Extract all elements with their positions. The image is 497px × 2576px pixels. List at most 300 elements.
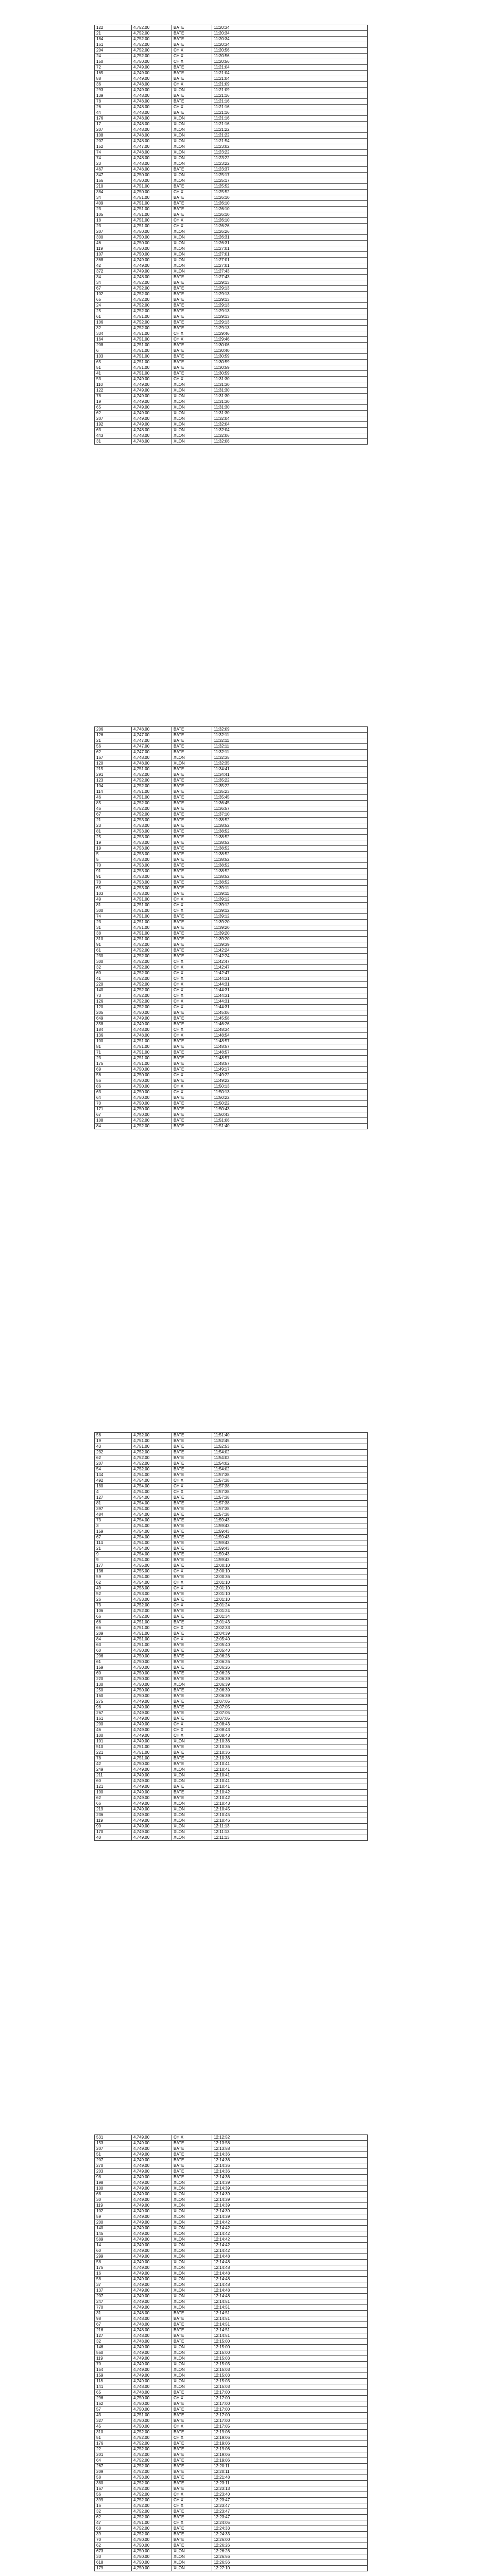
time-cell: 11:39:12 bbox=[212, 903, 368, 908]
time-cell: 11:29:13 bbox=[212, 314, 368, 320]
volume-cell: 14 bbox=[95, 2243, 132, 2248]
time-cell: 12:10:46 bbox=[212, 1818, 368, 1824]
volume-cell: 24 bbox=[95, 303, 132, 309]
price-cell: 4,749.00 bbox=[132, 1812, 172, 1818]
volume-cell: 216 bbox=[95, 2328, 132, 2333]
venue-cell: CHIX bbox=[172, 82, 212, 88]
time-cell: 12:17:00 bbox=[212, 2407, 368, 2413]
volume-cell: 37 bbox=[95, 2282, 132, 2288]
time-cell: 12:05:40 bbox=[212, 1648, 368, 1654]
time-cell: 12:14:36 bbox=[212, 2158, 368, 2163]
time-cell: 11:26:10 bbox=[212, 218, 368, 224]
time-cell: 12:20:11 bbox=[212, 2469, 368, 2475]
venue-cell: XLON bbox=[172, 2237, 212, 2243]
volume-cell: 25 bbox=[95, 835, 132, 840]
venue-cell: BATE bbox=[172, 1450, 212, 1455]
volume-cell: 176 bbox=[95, 2441, 132, 2447]
table-row bbox=[95, 1682, 368, 1688]
volume-cell: 126 bbox=[95, 733, 132, 738]
table-row bbox=[95, 2532, 368, 2537]
volume-cell: 165 bbox=[95, 71, 132, 76]
volume-cell: 207 bbox=[95, 416, 132, 422]
table-row bbox=[95, 2288, 368, 2294]
volume-cell: 63 bbox=[95, 1642, 132, 1648]
time-cell: 11:21:16 bbox=[212, 110, 368, 116]
price-cell: 4,748.00 bbox=[132, 161, 172, 167]
table-row bbox=[95, 2277, 368, 2282]
time-cell: 11:46:26 bbox=[212, 1022, 368, 1027]
time-cell: 11:59:43 bbox=[212, 1540, 368, 1546]
venue-cell: XLON bbox=[172, 2209, 212, 2214]
price-cell: 4,749.00 bbox=[132, 1722, 172, 1727]
venue-cell: BATE bbox=[172, 71, 212, 76]
venue-cell: BATE bbox=[172, 744, 212, 750]
price-cell: 4,752.00 bbox=[132, 1467, 172, 1472]
venue-cell: BATE bbox=[172, 1659, 212, 1665]
venue-cell: BATE bbox=[172, 1614, 212, 1620]
venue-cell: XLON bbox=[172, 1807, 212, 1812]
venue-cell: CHIX bbox=[172, 1586, 212, 1591]
venue-cell: BATE bbox=[172, 37, 212, 42]
table-row bbox=[95, 1637, 368, 1642]
table-row bbox=[95, 365, 368, 371]
volume-cell: 52 bbox=[95, 1591, 132, 1597]
volume-cell: 78 bbox=[95, 394, 132, 399]
volume-cell: 291 bbox=[95, 772, 132, 778]
volume-cell: 19 bbox=[95, 399, 132, 405]
table-row bbox=[95, 303, 368, 309]
table-row bbox=[95, 1693, 368, 1699]
time-cell: 11:39:20 bbox=[212, 925, 368, 931]
table-row bbox=[95, 2560, 368, 2566]
time-cell: 12:19:06 bbox=[212, 2441, 368, 2447]
volume-cell: 673 bbox=[95, 2549, 132, 2554]
table-row bbox=[95, 2243, 368, 2248]
venue-cell: XLON bbox=[172, 1682, 212, 1688]
venue-cell: CHIX bbox=[172, 1484, 212, 1489]
volume-cell: 205 bbox=[95, 1010, 132, 1016]
time-cell: 12:00:10 bbox=[212, 1563, 368, 1569]
venue-cell: BATE bbox=[172, 2458, 212, 2464]
volume-cell: 21 bbox=[95, 1546, 132, 1552]
time-cell: 11:42:47 bbox=[212, 959, 368, 965]
time-cell: 11:32:35 bbox=[212, 761, 368, 767]
table-row bbox=[95, 920, 368, 925]
price-cell: 4,751.00 bbox=[132, 1756, 172, 1761]
table-row bbox=[95, 2248, 368, 2254]
table-row bbox=[95, 42, 368, 48]
time-cell: 11:23:37 bbox=[212, 167, 368, 173]
table-row bbox=[95, 2322, 368, 2328]
price-cell: 4,752.00 bbox=[132, 25, 172, 31]
volume-cell: 38 bbox=[95, 931, 132, 937]
venue-cell: CHIX bbox=[172, 1733, 212, 1739]
price-cell: 4,749.00 bbox=[132, 2180, 172, 2186]
time-cell: 11:32:11 bbox=[212, 733, 368, 738]
volume-cell: 42 bbox=[95, 1761, 132, 1767]
price-cell: 4,750.00 bbox=[132, 1084, 172, 1090]
table-row bbox=[95, 2311, 368, 2316]
volume-cell: 62 bbox=[95, 2515, 132, 2520]
price-cell: 4,754.00 bbox=[132, 1495, 172, 1501]
time-cell: 11:49:22 bbox=[212, 1078, 368, 1084]
price-cell: 4,748.00 bbox=[132, 127, 172, 133]
time-cell: 12:01:34 bbox=[212, 1614, 368, 1620]
table-row bbox=[95, 2345, 368, 2350]
volume-cell: 4 bbox=[95, 1489, 132, 1495]
price-cell: 4,751.00 bbox=[132, 2413, 172, 2418]
price-cell: 4,751.00 bbox=[132, 2520, 172, 2526]
venue-cell: BATE bbox=[172, 1642, 212, 1648]
time-cell: 12:06:39 bbox=[212, 1676, 368, 1682]
venue-cell: BATE bbox=[172, 942, 212, 948]
price-cell: 4,750.00 bbox=[132, 173, 172, 178]
venue-cell: CHIX bbox=[172, 1033, 212, 1039]
volume-cell: 161 bbox=[95, 42, 132, 48]
volume-cell: 146 bbox=[95, 2345, 132, 2350]
volume-cell: 510 bbox=[95, 1744, 132, 1750]
table-row bbox=[95, 1512, 368, 1518]
price-cell: 4,753.00 bbox=[132, 852, 172, 857]
time-cell: 11:44:31 bbox=[212, 982, 368, 988]
time-cell: 12:15:03 bbox=[212, 2384, 368, 2390]
volume-cell: 137 bbox=[95, 2288, 132, 2294]
price-cell: 4,753.00 bbox=[132, 829, 172, 835]
table-row bbox=[95, 2305, 368, 2311]
venue-cell: BATE bbox=[172, 846, 212, 852]
time-cell: 11:54:02 bbox=[212, 1450, 368, 1455]
time-cell: 12:07:05 bbox=[212, 1716, 368, 1722]
venue-cell: BATE bbox=[172, 1112, 212, 1118]
venue-cell: BATE bbox=[172, 2526, 212, 2532]
venue-cell: CHIX bbox=[172, 1084, 212, 1090]
price-cell: 4,752.00 bbox=[132, 1124, 172, 1129]
table-row bbox=[95, 178, 368, 184]
venue-cell: BATE bbox=[172, 360, 212, 365]
table-row bbox=[95, 2492, 368, 2498]
time-cell: 11:20:56 bbox=[212, 59, 368, 65]
time-cell: 11:21:16 bbox=[212, 99, 368, 105]
time-cell: 11:38:52 bbox=[212, 846, 368, 852]
volume-cell: 73 bbox=[95, 1518, 132, 1523]
time-cell: 12:14:48 bbox=[212, 2277, 368, 2282]
table-row bbox=[95, 1722, 368, 1727]
table-row bbox=[95, 1829, 368, 1835]
venue-cell: BATE bbox=[172, 1608, 212, 1614]
table-row bbox=[95, 150, 368, 156]
price-cell: 4,751.00 bbox=[132, 914, 172, 920]
price-cell: 4,749.00 bbox=[132, 2141, 172, 2146]
venue-cell: BATE bbox=[172, 2322, 212, 2328]
volume-cell: 61 bbox=[95, 1659, 132, 1665]
venue-cell: BATE bbox=[172, 1107, 212, 1112]
price-cell: 4,750.00 bbox=[132, 1659, 172, 1665]
time-cell: 11:38:52 bbox=[212, 869, 368, 874]
price-cell: 4,750.00 bbox=[132, 2407, 172, 2413]
price-cell: 4,750.00 bbox=[132, 1654, 172, 1659]
volume-cell: 57 bbox=[95, 2407, 132, 2413]
table-row bbox=[95, 1518, 368, 1523]
price-cell: 4,749.00 bbox=[132, 411, 172, 416]
table-row bbox=[95, 2265, 368, 2271]
price-cell: 4,749.00 bbox=[132, 377, 172, 382]
time-cell: 11:44:31 bbox=[212, 999, 368, 1005]
table-row bbox=[95, 71, 368, 76]
table-row bbox=[95, 2554, 368, 2560]
table-row bbox=[95, 744, 368, 750]
volume-cell: 61 bbox=[95, 948, 132, 954]
volume-cell: 32 bbox=[95, 2509, 132, 2515]
table-row bbox=[95, 76, 368, 82]
volume-cell: 65 bbox=[95, 360, 132, 365]
time-cell: 12:21:48 bbox=[212, 2475, 368, 2481]
table-row bbox=[95, 1642, 368, 1648]
volume-cell: 70 bbox=[95, 2362, 132, 2367]
time-cell: 11:50:43 bbox=[212, 1107, 368, 1112]
venue-cell: BATE bbox=[172, 1784, 212, 1790]
time-cell: 12:10:41 bbox=[212, 1773, 368, 1778]
volume-cell: 299 bbox=[95, 2254, 132, 2260]
volume-cell: 130 bbox=[95, 1682, 132, 1688]
venue-cell: BATE bbox=[172, 2158, 212, 2163]
venue-cell: BATE bbox=[172, 1790, 212, 1795]
price-cell: 4,749.00 bbox=[132, 2277, 172, 2282]
time-cell: 12:05:40 bbox=[212, 1642, 368, 1648]
time-cell: 11:23:22 bbox=[212, 156, 368, 161]
table-row bbox=[95, 320, 368, 326]
time-cell: 11:27:01 bbox=[212, 246, 368, 252]
time-cell: 12:15:03 bbox=[212, 2373, 368, 2379]
venue-cell: XLON bbox=[172, 139, 212, 144]
price-cell: 4,751.00 bbox=[132, 1620, 172, 1625]
volume-cell: 56 bbox=[95, 1073, 132, 1078]
price-cell: 4,749.00 bbox=[132, 1807, 172, 1812]
table-row bbox=[95, 2214, 368, 2220]
price-cell: 4,749.00 bbox=[132, 2362, 172, 2367]
venue-cell: BATE bbox=[172, 1512, 212, 1518]
time-cell: 12:06:26 bbox=[212, 1665, 368, 1671]
volume-cell: 40 bbox=[95, 1835, 132, 1841]
volume-cell: 60 bbox=[95, 1648, 132, 1654]
venue-cell: CHIX bbox=[172, 1090, 212, 1095]
price-cell: 4,751.00 bbox=[132, 1039, 172, 1044]
volume-cell: 86 bbox=[95, 1084, 132, 1090]
table-row bbox=[95, 263, 368, 269]
table-row bbox=[95, 1631, 368, 1637]
time-cell: 12:23:47 bbox=[212, 2509, 368, 2515]
price-cell: 4,751.00 bbox=[132, 314, 172, 320]
table-row bbox=[95, 1625, 368, 1631]
price-cell: 4,748.00 bbox=[132, 755, 172, 761]
table-row bbox=[95, 835, 368, 840]
volume-cell: 18 bbox=[95, 218, 132, 224]
time-cell: 11:21:16 bbox=[212, 116, 368, 122]
price-cell: 4,748.00 bbox=[132, 122, 172, 127]
volume-cell: 649 bbox=[95, 1016, 132, 1022]
venue-cell: BATE bbox=[172, 1501, 212, 1506]
price-cell: 4,751.00 bbox=[132, 931, 172, 937]
volume-cell: 531 bbox=[95, 2135, 132, 2141]
table-row bbox=[95, 971, 368, 976]
volume-cell: 96 bbox=[95, 1705, 132, 1710]
venue-cell: BATE bbox=[172, 320, 212, 326]
price-cell: 4,754.00 bbox=[132, 1574, 172, 1580]
volume-cell: 81 bbox=[95, 1501, 132, 1506]
volume-cell: 126 bbox=[95, 999, 132, 1005]
venue-cell: BATE bbox=[172, 925, 212, 931]
venue-cell: CHIX bbox=[172, 897, 212, 903]
price-cell: 4,750.00 bbox=[132, 2401, 172, 2407]
time-cell: 12:10:36 bbox=[212, 1739, 368, 1744]
volume-cell: 74 bbox=[95, 914, 132, 920]
time-cell: 12:14:51 bbox=[212, 2299, 368, 2305]
volume-cell: 31 bbox=[95, 2311, 132, 2316]
time-cell: 11:59:43 bbox=[212, 1552, 368, 1557]
volume-cell: 144 bbox=[95, 1472, 132, 1478]
price-cell: 4,751.00 bbox=[132, 1642, 172, 1648]
venue-cell: XLON bbox=[172, 2288, 212, 2294]
price-cell: 4,748.00 bbox=[132, 433, 172, 439]
venue-cell: CHIX bbox=[172, 2424, 212, 2430]
price-cell: 4,751.00 bbox=[132, 354, 172, 360]
venue-cell: BATE bbox=[172, 2311, 212, 2316]
price-cell: 4,752.00 bbox=[132, 48, 172, 54]
volume-cell: 184 bbox=[95, 37, 132, 42]
time-cell: 11:51:40 bbox=[212, 1433, 368, 1438]
table-row bbox=[95, 99, 368, 105]
volume-cell: 215 bbox=[95, 767, 132, 772]
volume-cell: 467 bbox=[95, 167, 132, 173]
price-cell: 4,749.00 bbox=[132, 1801, 172, 1807]
table-row bbox=[95, 1773, 368, 1778]
venue-cell: BATE bbox=[172, 275, 212, 280]
volume-cell: 16 bbox=[95, 2503, 132, 2509]
volume-cell: 67 bbox=[95, 286, 132, 292]
price-cell: 4,750.00 bbox=[132, 1648, 172, 1654]
venue-cell: BATE bbox=[172, 738, 212, 744]
time-cell: 11:21:04 bbox=[212, 65, 368, 71]
time-cell: 12:11:13 bbox=[212, 1824, 368, 1829]
price-cell: 4,749.00 bbox=[132, 2299, 172, 2305]
volume-cell: 23 bbox=[95, 920, 132, 925]
table-row bbox=[95, 2333, 368, 2339]
venue-cell: BATE bbox=[172, 1022, 212, 1027]
venue-cell: XLON bbox=[172, 2214, 212, 2220]
volume-cell: 203 bbox=[95, 2169, 132, 2175]
price-cell: 4,749.00 bbox=[132, 2175, 172, 2180]
table-row bbox=[95, 2396, 368, 2401]
volume-cell: 98 bbox=[95, 2316, 132, 2322]
time-cell: 11:37:10 bbox=[212, 812, 368, 818]
venue-cell: BATE bbox=[172, 65, 212, 71]
volume-cell: 192 bbox=[95, 422, 132, 428]
volume-cell: 62 bbox=[95, 1580, 132, 1586]
price-cell: 4,749.00 bbox=[132, 1739, 172, 1744]
volume-cell: 71 bbox=[95, 1050, 132, 1056]
venue-cell: BATE bbox=[172, 2390, 212, 2396]
volume-cell: 201 bbox=[95, 2452, 132, 2458]
volume-cell: 267 bbox=[95, 1710, 132, 1716]
time-cell: 11:32:11 bbox=[212, 744, 368, 750]
price-cell: 4,749.00 bbox=[132, 1795, 172, 1801]
price-cell: 4,749.00 bbox=[132, 2265, 172, 2271]
venue-cell: CHIX bbox=[172, 1625, 212, 1631]
venue-cell: BATE bbox=[172, 286, 212, 292]
price-cell: 4,752.00 bbox=[132, 784, 172, 789]
volume-cell: 207 bbox=[95, 139, 132, 144]
price-cell: 4,751.00 bbox=[132, 331, 172, 337]
time-cell: 12:17:00 bbox=[212, 2401, 368, 2407]
table-row bbox=[95, 1812, 368, 1818]
time-cell: 11:49:17 bbox=[212, 1067, 368, 1073]
venue-cell: XLON bbox=[172, 269, 212, 275]
time-cell: 12:10:41 bbox=[212, 1767, 368, 1773]
time-cell: 11:29:13 bbox=[212, 280, 368, 286]
venue-cell: BATE bbox=[172, 1529, 212, 1535]
price-cell: 4,752.00 bbox=[132, 999, 172, 1005]
volume-cell: 72 bbox=[95, 65, 132, 71]
volume-cell: 67 bbox=[95, 812, 132, 818]
volume-cell: 164 bbox=[95, 337, 132, 343]
volume-cell: 180 bbox=[95, 1484, 132, 1489]
time-cell: 11:42:47 bbox=[212, 971, 368, 976]
venue-cell: BATE bbox=[172, 1124, 212, 1129]
volume-cell: 154 bbox=[95, 2367, 132, 2373]
venue-cell: XLON bbox=[172, 439, 212, 445]
volume-cell: 70 bbox=[95, 880, 132, 886]
price-cell: 4,749.00 bbox=[132, 269, 172, 275]
venue-cell: XLON bbox=[172, 1835, 212, 1841]
venue-cell: BATE bbox=[172, 1050, 212, 1056]
volume-cell: 207 bbox=[95, 2158, 132, 2163]
price-cell: 4,753.00 bbox=[132, 823, 172, 829]
volume-cell: 34 bbox=[95, 195, 132, 201]
venue-cell: BATE bbox=[172, 2407, 212, 2413]
price-cell: 4,754.00 bbox=[132, 1529, 172, 1535]
volume-cell: 145 bbox=[95, 2231, 132, 2237]
trade-table-3 bbox=[94, 1432, 368, 1841]
venue-cell: XLON bbox=[172, 2294, 212, 2299]
time-cell: 12:13:58 bbox=[212, 2146, 368, 2152]
time-cell: 12:07:05 bbox=[212, 1705, 368, 1710]
time-cell: 11:23:22 bbox=[212, 150, 368, 156]
price-cell: 4,750.00 bbox=[132, 252, 172, 258]
volume-cell: 9 bbox=[95, 1557, 132, 1563]
volume-cell: 397 bbox=[95, 1506, 132, 1512]
time-cell: 11:21:22 bbox=[212, 127, 368, 133]
price-cell: 4,752.00 bbox=[132, 2526, 172, 2532]
price-cell: 4,750.00 bbox=[132, 2396, 172, 2401]
venue-cell: BATE bbox=[172, 2169, 212, 2175]
venue-cell: XLON bbox=[172, 156, 212, 161]
price-cell: 4,747.00 bbox=[132, 750, 172, 755]
volume-cell: 56 bbox=[95, 744, 132, 750]
price-cell: 4,752.00 bbox=[132, 942, 172, 948]
volume-cell: 114 bbox=[95, 789, 132, 795]
table-row bbox=[95, 993, 368, 999]
venue-cell: CHIX bbox=[172, 2498, 212, 2503]
time-cell: 11:35:45 bbox=[212, 795, 368, 801]
volume-cell: 23 bbox=[95, 224, 132, 229]
venue-cell: BATE bbox=[172, 1597, 212, 1603]
price-cell: 4,750.00 bbox=[132, 1671, 172, 1676]
price-cell: 4,748.00 bbox=[132, 1033, 172, 1039]
table-row bbox=[95, 1688, 368, 1693]
table-row bbox=[95, 1557, 368, 1563]
table-row bbox=[95, 1648, 368, 1654]
venue-cell: CHIX bbox=[172, 988, 212, 993]
price-cell: 4,749.00 bbox=[132, 2294, 172, 2299]
